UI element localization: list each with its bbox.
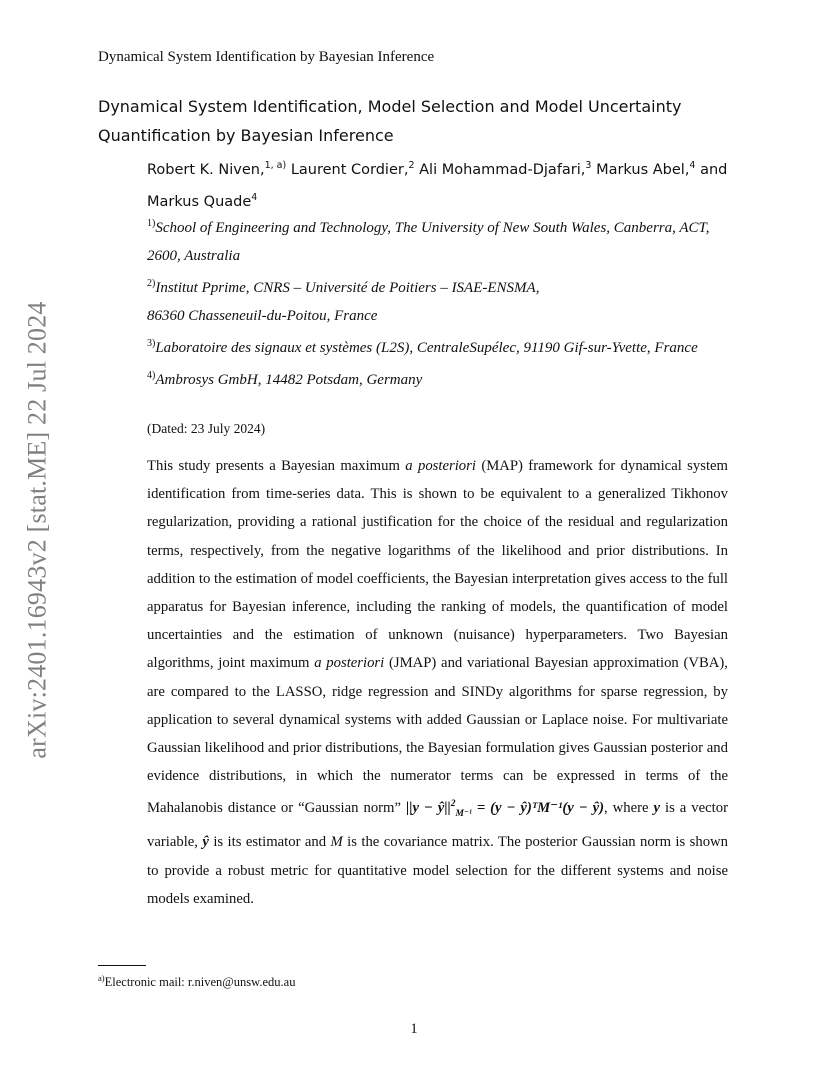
author-name: and Markus Quade bbox=[147, 161, 728, 210]
author-name: Ali Mohammad-Djafari, bbox=[419, 161, 586, 178]
affiliation-mark: 1) bbox=[147, 218, 156, 229]
paper-title: Dynamical System Identification, Model Selection and Model Uncertainty Quantification by Bayesian Inference bbox=[98, 97, 682, 145]
affiliation-2 bbox=[147, 270, 737, 330]
running-header: Dynamical System Identification by Bayesian Inference bbox=[98, 49, 435, 65]
author-affiliation-mark: 2 bbox=[408, 160, 415, 171]
variable-y-hat: ŷ bbox=[202, 834, 209, 851]
footnote-mark: a) bbox=[98, 973, 105, 983]
affiliation-mark: 2) bbox=[147, 278, 156, 289]
affiliation-text: Ambrosys GmbH, 14482 Potsdam, Germany bbox=[155, 372, 423, 388]
author-name: Markus Abel, bbox=[596, 161, 690, 178]
author-affiliation-mark: 1, a) bbox=[264, 160, 287, 171]
page-number: 1 bbox=[410, 1021, 418, 1037]
affiliation-text: Institut Pprime, CNRS – Université de Poitiers – ISAE-ENSMA, bbox=[155, 280, 540, 296]
affiliation-text-line2: 86360 Chasseneuil-du-Poitou, France bbox=[147, 308, 378, 324]
emphasis-a-posteriori: a posteriori bbox=[314, 655, 385, 672]
affiliation-text: School of Engineering and Technology, The University of New South Wales, Canberra, ACT, 2600, Australia bbox=[147, 220, 710, 264]
author-affiliation-mark: 4 bbox=[251, 191, 258, 203]
affiliation-mark: 4) bbox=[147, 370, 156, 381]
footnote bbox=[98, 973, 295, 990]
author-affiliation-mark: 3 bbox=[585, 160, 592, 171]
author-list bbox=[147, 152, 747, 216]
variable-m: M bbox=[330, 834, 343, 851]
emphasis-a-posteriori: a posteriori bbox=[405, 458, 476, 474]
arxiv-id-text: arXiv:2401.16943v2 [stat.ME] 22 Jul 2024 bbox=[23, 301, 52, 759]
affiliation-4 bbox=[147, 362, 737, 394]
affiliation-list bbox=[147, 210, 737, 394]
abstract: This study presents a Bayesian maximum a posteriori (MAP) framework for dynamical system identification from time-series data. This is shown to be equivalent to a generalized Tikhonov regularization, providing a rational justification for the choice of the residual and regularization terms, respectively, from the negative logarithms of the likelihood and prior distributions. In addition to the estimation of model coefficients, the Bayesian interpretation gives access to the full apparatus for Bayesian inference, including the ranking of models, the quantification of model uncertainties and the estimation of unknown (nuisance) hyperparameters. Two Bayesian algorithms, joint maximum a posteriori (JMAP) and variational Bayesian approximation (VBA), are compared to the LASSO, ridge regression and SINDy algorithms for sparse regression, by application to several dynamical systems with added Gaussian or Laplace noise. For multivariate Gaussian likelihood and prior distributions, the Bayesian formulation gives Gaussian posterior and evidence distributions, in which the numerator terms can be expressed in terms of the Mahalanobis distance or “Gaussian norm” $||y - ŷ||^2_{M^{-1}} = (y$ − ŷ)ᵀM⁻¹(y − ŷ), where y is a vector variable, ŷ is its estimator and M is the covariance matrix. The posterior Gaussian norm is shown to provide a robust metric for quantitative model selection for the different systems and noise models examined. bbox=[147, 458, 728, 907]
gaussian-norm-formula: $||y - ŷ||^2_{M^{-1}} = (y$ − ŷ)ᵀM⁻¹(y − ŷ) bbox=[405, 799, 605, 820]
footnote-text: Electronic mail: r.niven@unsw.edu.au bbox=[104, 975, 296, 990]
dated-line: (Dated: 23 July 2024) bbox=[147, 421, 266, 436]
affiliation-mark: 3) bbox=[147, 338, 156, 349]
affiliation-3 bbox=[147, 330, 737, 362]
author-name: Robert K. Niven, bbox=[147, 161, 265, 178]
affiliation-1 bbox=[147, 210, 737, 270]
footnote-rule bbox=[98, 965, 146, 966]
variable-y: y bbox=[653, 800, 661, 817]
affiliation-text: Laboratoire des signaux et systèmes (L2S), CentraleSupélec, 91190 Gif-sur-Yvette, France bbox=[155, 340, 698, 356]
arxiv-identifier-stamp bbox=[16, 290, 60, 770]
author-affiliation-mark: 4 bbox=[689, 160, 696, 171]
author-name: Laurent Cordier, bbox=[290, 161, 409, 178]
